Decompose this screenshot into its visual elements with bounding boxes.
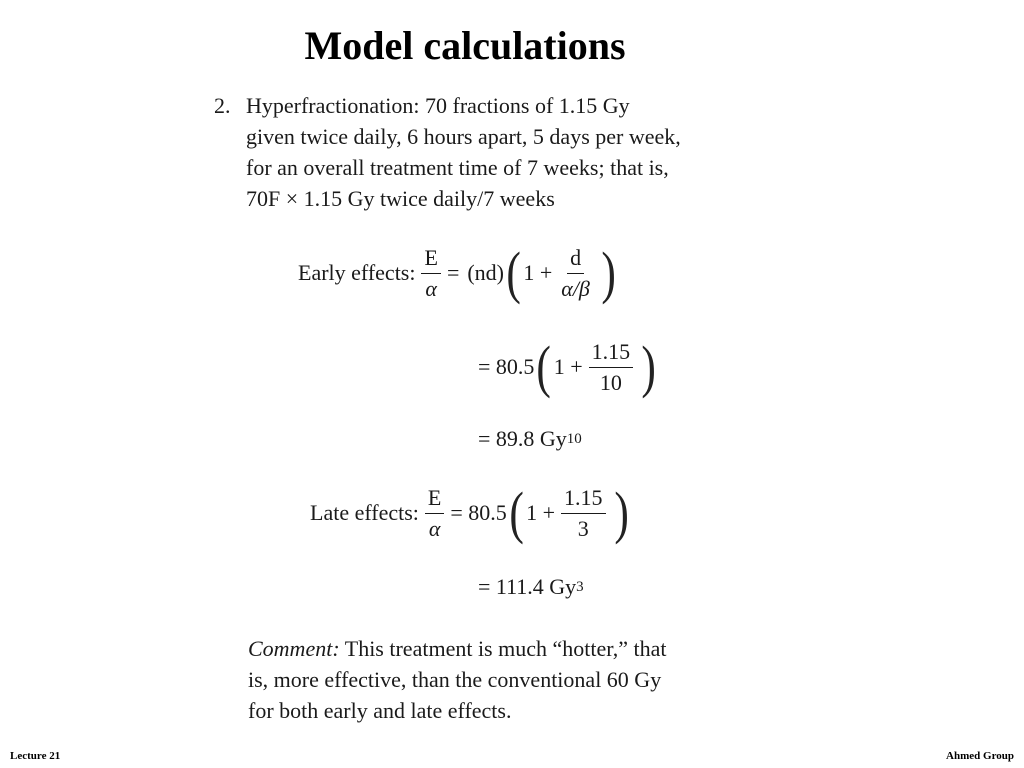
comment-line-3: for both early and late effects.	[248, 698, 512, 723]
problem-line-4: 70F × 1.15 Gy twice daily/7 weeks	[246, 186, 555, 211]
problem-number: 2.	[214, 93, 231, 118]
problem-line-2: given twice daily, 6 hours apart, 5 days per week,	[246, 124, 681, 149]
late-e-over-alpha-fraction: $\frac{E}{\alpha}$	[425, 485, 444, 542]
late-value-fraction: $\frac{1.15}{3}$	[561, 485, 606, 542]
footer-group: Ahmed Group	[946, 750, 1014, 762]
problem-line-3: for an overall treatment time of 7 weeks; that is,	[246, 155, 669, 180]
late-effects-result: = 111.4 Gy 3	[478, 574, 584, 599]
problem-statement	[214, 90, 681, 214]
late-effects-label: Late effects:	[310, 500, 419, 525]
footer-lecture: Lecture 21	[10, 750, 61, 762]
comment-label: Comment:	[248, 636, 340, 661]
early-effects-label: Early effects:	[298, 260, 416, 285]
slide-title: Model calculations	[304, 23, 626, 68]
comment-paragraph: Comment: This treatment is much “hotter,” that is, more effective, than the conventional 60 Gy for both early and late effects.	[248, 633, 666, 726]
early-effects-equation: Early effects: $\frac{E}{\alpha}$ = (nd) ( 1 + $\frac{d}{\alpha/\beta}$ )	[298, 240, 616, 305]
early-value-fraction: $\frac{1.15}{10}$	[589, 339, 634, 396]
d-over-alpha-beta-fraction: $\frac{d}{\alpha/\beta}$	[561, 244, 590, 301]
e-over-alpha-fraction: $\frac{E}{\alpha}$	[421, 245, 440, 302]
early-effects-result: = 89.8 Gy 10	[478, 426, 582, 451]
problem-line-1: Hyperfractionation: 70 fractions of 1.15 Gy	[246, 93, 630, 118]
late-effects-equation: Late effects: $\frac{E}{\alpha}$ = 80.5 ( 1 + $\frac{1.15}{3}$ )	[310, 480, 629, 545]
comment-line-2: is, more effective, than the conventional 60 Gy	[248, 667, 662, 692]
early-effects-substitution: = 80.5 ( 1 + $\frac{1.15}{10}$ )	[478, 334, 657, 399]
